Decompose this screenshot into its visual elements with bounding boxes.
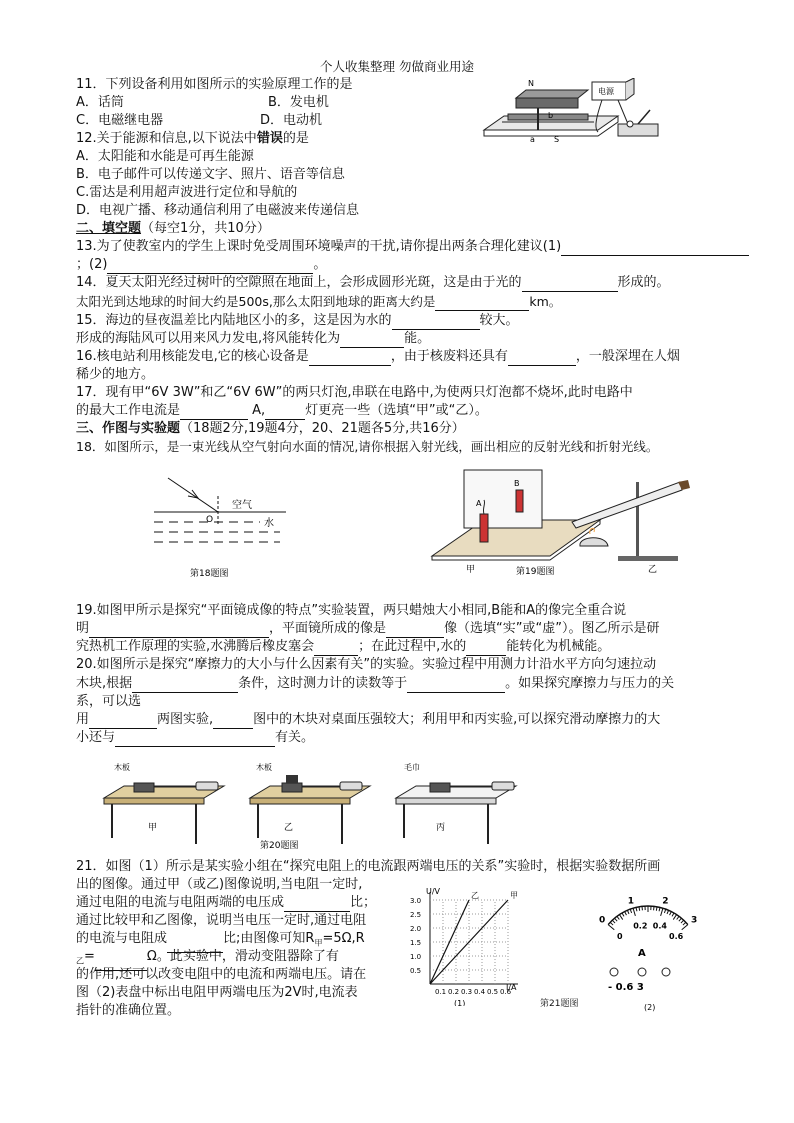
dial-tick <box>612 920 615 923</box>
q20-caption: 第20题图 <box>260 841 299 851</box>
x-tick-label: 0.1 <box>435 988 447 996</box>
dial-tick <box>659 907 660 911</box>
dial-tick <box>639 907 640 911</box>
section-2-heading: 二、填空题（每空1分，共10分） <box>76 221 270 236</box>
dial-tick <box>636 907 637 911</box>
x-tick-label: 0.4 <box>474 988 486 996</box>
q12-option-a: A．太阳能和水能是可再生能源 <box>76 149 254 164</box>
dial-inner-label: 0.6 <box>669 932 684 942</box>
y-axis-label: U/V <box>426 887 441 896</box>
ammeter-unit: A <box>638 948 646 959</box>
q12-stem: 12.关于能源和信息,以下说法中错误的是 <box>76 131 309 146</box>
q19-figure <box>430 462 700 578</box>
x-tick-label: 0.6 <box>500 988 512 996</box>
q21-line8: 图（2)表盘中标出电阻甲两端电压为2V时,电流表 <box>76 985 358 1000</box>
dial-inner-label: 0.4 <box>652 921 667 931</box>
dial-outer-label: 3 <box>690 915 698 926</box>
q18-caption: 第18题图 <box>190 569 229 579</box>
q21-line6: $_乙$= Ω。此实验中，滑动变阻器除了有 <box>76 948 339 971</box>
q18-text: 18．如图所示，是一束光线从空气射向水面的情况,请你根据入射光线，画出相应的反射光线和折射光线。 <box>76 439 659 454</box>
label-b: B <box>514 479 520 488</box>
panel-jia <box>104 762 224 844</box>
dial-tick <box>667 910 669 914</box>
q21-caption: 第21题图 <box>540 999 579 1009</box>
q11-option-c: C．电磁继电器 <box>76 113 164 128</box>
q16-line1: 16.核电站利用核能发电,它的核心设备是 ，由于核废料还具有 ，一般深埋在人烟 <box>76 349 680 364</box>
label-towel: 毛巾 <box>404 763 420 772</box>
q17-line1: 17．现有甲“6V 3W”和乙“6V 6W”的两只灯泡,串联在电路中,为使两只灯泡都不烧坏,此时电路中 <box>76 385 633 400</box>
label-source: 电源 <box>598 87 614 96</box>
q21-line3: 通过电阻的电流与电阻两端的电压成 比； <box>76 895 377 910</box>
q19-caption: 第19题图 <box>516 567 555 577</box>
q21-line5: 的电流与电阻成 比;由图像可知$R_甲=5\Omega,R$ <box>76 930 365 953</box>
dial-tick <box>683 922 686 925</box>
q19-line2: 明 ，平面镜所成的像是 像（选填“实”或“虚”）。图乙所示是研 <box>76 621 660 636</box>
dial-tick <box>619 915 622 920</box>
q20-line1: 20.如图所示是探究“摩擦力的大小与什么因素有关”的实验。实验过程中用测力计沿水平方向匀速拉动 <box>76 657 657 672</box>
q11-option-b: B．发电机 <box>268 95 329 110</box>
q21-ammeter-dial <box>584 888 714 1014</box>
label-board1: 木板 <box>114 763 130 772</box>
dial-tick <box>681 920 684 923</box>
q15-line2: 形成的海陆风可以用来风力发电,将风能转化为 能。 <box>76 331 431 346</box>
label-board2: 木板 <box>256 763 272 772</box>
dial-inner-label: 0 <box>616 932 623 942</box>
q14-line1: 14．夏天太阳光经过树叶的空隙照在地面上，会形成圆形光斑，这是由于光的 形成的。 <box>76 275 670 290</box>
q20-line3: 系，可以选 <box>76 694 142 709</box>
dial-inner-label: 0.2 <box>633 921 648 931</box>
y-tick-label: 2.5 <box>410 911 422 919</box>
q15-line1: 15．海边的昼夜温差比内陆地区小的多，这是因为水的 较大。 <box>76 313 519 328</box>
q18-light-figure <box>150 474 300 584</box>
q21-line1: 21．如图（1）所示是某实验小组在“探究电阻上的电流跟两端电压的关系”实验时，根据实验数据所画 <box>76 859 661 874</box>
q12-option-d: D．电视广播、移动通信利用了电磁波来传递信息 <box>76 203 360 218</box>
q20-line5: 小还与 有关。 <box>76 730 315 745</box>
ammeter-terminals: - 0.6 3 <box>608 982 644 993</box>
q21-line4: 通过比较甲和乙图像，说明当电压一定时,通过电阻 <box>76 913 367 928</box>
dial-tick <box>630 909 631 913</box>
series-label-jia: 甲 <box>510 891 518 900</box>
label-jia: 甲 <box>148 823 158 833</box>
dial-tick <box>633 908 635 916</box>
dial-tick <box>625 912 627 916</box>
dial-tick <box>610 922 613 925</box>
panel-yi <box>250 762 370 844</box>
q21-line7: 的作用,还可以改变电阻中的电流和两端电压。请在 <box>76 967 367 982</box>
dial-tick <box>664 909 665 913</box>
q20-friction-figure <box>100 758 562 852</box>
q11-option-a: A．话筒 <box>76 95 124 110</box>
q11-stem: 11．下列设备利用如图所示的实验原理工作的是 <box>76 77 353 92</box>
dial-tick <box>672 913 674 916</box>
y-tick-label: 2.0 <box>410 925 422 933</box>
dial-tick <box>617 916 619 919</box>
page-header: 个人收集整理 勿做商业用途 <box>320 59 474 74</box>
q13-line1: 13.为了使教室内的学生上课时免受周围环境噪声的干扰,请你提出两条合理化建议(1) <box>76 238 749 256</box>
meter-caption: (2) <box>644 1003 656 1012</box>
panel-bing <box>396 762 516 844</box>
dial-tick <box>608 925 614 930</box>
q21-iu-chart <box>402 884 530 1006</box>
q20-line2: 木块,根据 条件，这时测力计的读数等于 。如果探究摩擦力与压力的关 <box>76 676 675 691</box>
label-b: b <box>548 111 554 120</box>
q19-line1: 19.如图甲所示是探究“平面镜成像的特点”实验装置，两只蜡烛大小相同,B能和A的像完全重合说 <box>76 603 627 618</box>
q12-option-c: C.雷达是利用超声波进行定位和导航的 <box>76 185 298 200</box>
label-o: O <box>206 515 214 525</box>
label-water: 水 <box>264 518 274 529</box>
q14-line2: 太阳光到达地球的时间大约是500s,那么太阳到地球的距离大约是 km。 <box>76 294 562 309</box>
dial-tick <box>661 908 663 916</box>
q11-motor-figure <box>478 78 664 154</box>
q12-option-b: B．电子邮件可以传递文字、照片、语音等信息 <box>76 167 345 182</box>
dial-tick <box>656 907 657 911</box>
q21-line9: 指针的准确位置。 <box>76 1003 181 1018</box>
dial-outer-label: 1 <box>627 896 635 907</box>
dial-tick <box>673 915 676 920</box>
x-axis-label: I/A <box>506 983 517 992</box>
q16-line2: 稀少的地方。 <box>76 367 155 382</box>
label-yi: 乙 <box>284 823 294 833</box>
q21-line2: 出的图像。通过甲（或乙)图像说明,当电阻一定时, <box>76 877 363 892</box>
dial-tick <box>679 918 682 921</box>
label-air: 空气 <box>232 500 252 511</box>
dial-outer-label: 0 <box>599 915 606 926</box>
label-s: S <box>554 135 560 144</box>
q13-line2: ；(2) 。 <box>76 257 327 272</box>
y-tick-label: 1.0 <box>410 953 422 961</box>
dial-tick <box>682 925 688 930</box>
chart-caption: (1) <box>454 999 466 1006</box>
dial-outer-label: 2 <box>662 896 669 907</box>
section-3-heading: 三、作图与实验题（18题2分,19题4分，20、21题各5分,共16分） <box>76 421 465 436</box>
x-tick-label: 0.2 <box>448 988 460 996</box>
y-tick-label: 1.5 <box>410 939 422 947</box>
label-yi: 乙 <box>648 565 658 575</box>
series-label-yi: 乙 <box>471 891 479 900</box>
dial-tick <box>670 912 672 916</box>
x-tick-label: 0.5 <box>487 988 499 996</box>
q11-option-d: D．电动机 <box>260 113 323 128</box>
dial-tick <box>622 913 624 916</box>
y-tick-label: 0.5 <box>410 967 422 975</box>
label-a: a <box>530 135 535 144</box>
label-jia: 甲 <box>466 565 476 575</box>
q19-line3: 究热机工作原理的实验,水沸腾后橡皮塞会 ；在此过程中,水的 能转化为机械能。 <box>76 639 611 654</box>
dial-tick <box>615 918 618 921</box>
label-n: N <box>528 79 534 88</box>
q17-line2: 的最大工作电流是 A, 灯更亮一些（选填“甲”或“乙）。 <box>76 403 488 418</box>
dial-tick <box>677 916 679 919</box>
y-tick-label: 3.0 <box>410 897 422 905</box>
dial-tick <box>627 910 629 914</box>
x-tick-label: 0.3 <box>461 988 473 996</box>
q20-line4: 用 两图实验, 图中的木块对桌面压强较大；利用甲和丙实验,可以探究滑动摩擦力的大 <box>76 712 661 727</box>
label-bing: 丙 <box>436 823 446 833</box>
label-a: A <box>476 499 482 508</box>
